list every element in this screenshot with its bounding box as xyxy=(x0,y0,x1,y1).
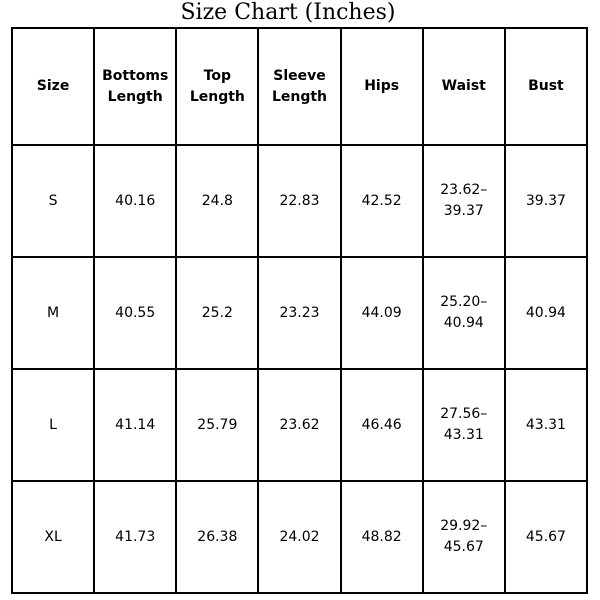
cell-waist: 27.56– 43.31 xyxy=(423,369,505,481)
cell-sleeve-length: 22.83 xyxy=(258,145,340,257)
cell-sleeve-length: 23.62 xyxy=(258,369,340,481)
table-row xyxy=(12,257,587,369)
size-chart-table xyxy=(11,27,588,594)
cell-bottoms-length: 41.14 xyxy=(94,369,176,481)
cell-bottoms-length: 40.16 xyxy=(94,145,176,257)
cell-sleeve-length: 23.23 xyxy=(258,257,340,369)
cell-bust: 39.37 xyxy=(505,145,587,257)
header-bust: Bust xyxy=(505,28,587,145)
cell-bust: 40.94 xyxy=(505,257,587,369)
cell-top-length: 25.2 xyxy=(176,257,258,369)
header-hips: Hips xyxy=(341,28,423,145)
cell-size: XL xyxy=(12,481,94,593)
table-header-row xyxy=(12,28,587,145)
cell-size: S xyxy=(12,145,94,257)
header-size: Size xyxy=(12,28,94,145)
header-sleeve-length: Sleeve Length xyxy=(258,28,340,145)
header-bottoms-length: Bottoms Length xyxy=(94,28,176,145)
cell-hips: 48.82 xyxy=(341,481,423,593)
cell-size: M xyxy=(12,257,94,369)
cell-top-length: 25.79 xyxy=(176,369,258,481)
cell-top-length: 26.38 xyxy=(176,481,258,593)
cell-waist: 25.20– 40.94 xyxy=(423,257,505,369)
cell-top-length: 24.8 xyxy=(176,145,258,257)
cell-bottoms-length: 41.73 xyxy=(94,481,176,593)
header-waist: Waist xyxy=(423,28,505,145)
cell-bottoms-length: 40.55 xyxy=(94,257,176,369)
header-top-length: Top Length xyxy=(176,28,258,145)
page-title: Size Chart (Inches) xyxy=(180,0,396,25)
table-row xyxy=(12,145,587,257)
table-row xyxy=(12,369,587,481)
table-row xyxy=(12,481,587,593)
cell-bust: 43.31 xyxy=(505,369,587,481)
cell-sleeve-length: 24.02 xyxy=(258,481,340,593)
cell-hips: 42.52 xyxy=(341,145,423,257)
cell-hips: 46.46 xyxy=(341,369,423,481)
cell-size: L xyxy=(12,369,94,481)
cell-hips: 44.09 xyxy=(341,257,423,369)
cell-waist: 23.62– 39.37 xyxy=(423,145,505,257)
cell-waist: 29.92– 45.67 xyxy=(423,481,505,593)
cell-bust: 45.67 xyxy=(505,481,587,593)
